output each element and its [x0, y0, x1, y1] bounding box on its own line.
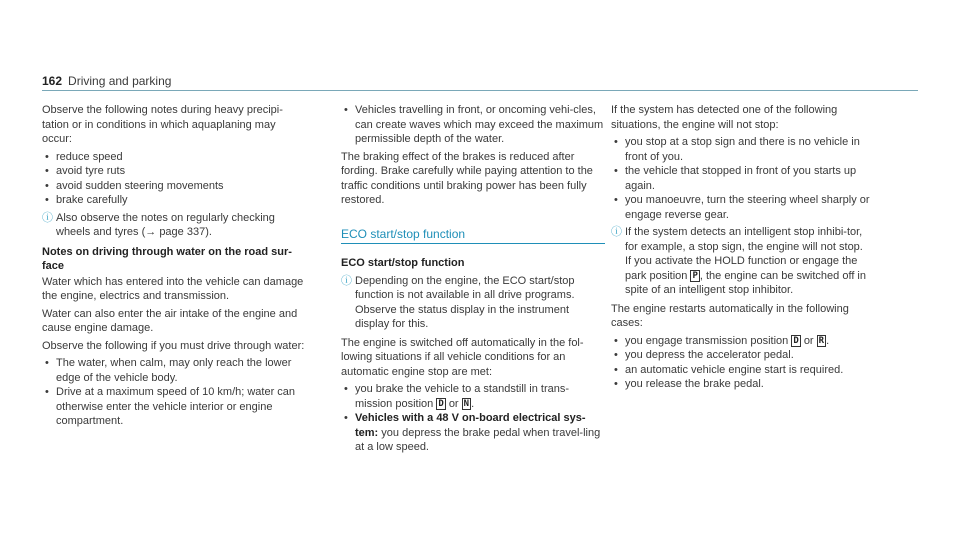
- note-text: Depending on the engine, the ECO start/stop function is not available in all drive programs. Observe the status display in the instrument display for this.: [355, 274, 575, 330]
- gear-n-icon: N: [463, 398, 470, 409]
- column-1: [42, 103, 306, 432]
- list-item: • Drive at a maximum speed of 10 km/h; water can otherwise enter the vehicle interior or engine compartment.: [42, 385, 306, 429]
- gear-r-icon: R: [818, 335, 825, 346]
- list-item: • you release the brake pedal.: [611, 377, 875, 392]
- list-item: • avoid tyre ruts: [42, 164, 306, 179]
- info-note-icon: ⓘ: [611, 226, 622, 238]
- list-item: • you manoeuvre, turn the steering wheel sharply or engage reverse gear.: [611, 193, 875, 222]
- engine-off-list: [341, 382, 605, 455]
- water-list: [42, 356, 306, 429]
- list-item: • you engage transmission position D or R .: [611, 334, 875, 349]
- header-divider: [42, 90, 918, 91]
- column-2: [341, 103, 605, 458]
- restart-list: [611, 334, 875, 392]
- intro-paragraph: Observe the following notes during heavy precipi-tation or in conditions in which aquaplaning may occur:: [42, 104, 283, 145]
- paragraph: The engine is switched off automatically in the fol-lowing situations if all vehicle conditions for an automatic engine stop are met:: [341, 336, 584, 378]
- no-stop-list: [611, 135, 875, 222]
- gear-d-icon: D: [793, 335, 799, 346]
- tyre-note: [42, 211, 306, 240]
- list-item: • you stop at a stop sign and there is no vehicle in front of you.: [611, 135, 875, 164]
- gear-d-icon: D: [438, 398, 444, 409]
- list-item: • Vehicles travelling in front, or oncoming vehi-cles, can create waves which may exceed the maximum permissible depth of the water.: [341, 103, 605, 147]
- stop-inhibitor-note: [611, 225, 875, 298]
- chapter-title: Driving and parking: [68, 74, 172, 88]
- info-note-icon: ⓘ: [42, 211, 53, 224]
- page-header: [42, 74, 171, 89]
- paragraph: Water which has entered into the vehicle can damage the engine, electrics and transmission.: [42, 275, 304, 302]
- list-item: • an automatic vehicle engine start is required.: [611, 363, 875, 378]
- gear-p-icon: P: [692, 270, 698, 281]
- column-3: [611, 103, 875, 395]
- list-item: • brake carefully: [42, 193, 306, 208]
- list-item: • you depress the accelerator pedal.: [611, 348, 875, 363]
- section-title: ECO start/stop function: [341, 227, 605, 245]
- list-item: • Vehicles with a 48 V on-board electrical sys-tem: you depress the brake pedal when travel-ling at a low speed.: [341, 411, 605, 455]
- list-item: • reduce speed: [42, 150, 306, 165]
- water-list-cont: [341, 103, 605, 147]
- eco-note: [341, 274, 605, 332]
- list-item: • avoid sudden steering movements: [42, 179, 306, 194]
- list-item: • the vehicle that stopped in front of you starts up again.: [611, 164, 875, 193]
- eco-heading: ECO start/stop function: [341, 257, 465, 269]
- precipitation-list: [42, 150, 306, 208]
- list-item: • The water, when calm, may only reach the lower edge of the vehicle body.: [42, 356, 306, 385]
- paragraph: If the system has detected one of the following situations, the engine will not stop:: [611, 104, 838, 131]
- note-text[interactable]: Also observe the notes on regularly checking wheels and tyres (→ page 337).: [56, 211, 275, 238]
- paragraph: Observe the following if you must drive through water:: [42, 339, 305, 352]
- paragraph: The engine restarts automatically in the following cases:: [611, 302, 849, 329]
- list-item: • you brake the vehicle to a standstill in trans-mission position D or N .: [341, 382, 605, 411]
- paragraph: Water can also enter the air intake of the engine and cause engine damage.: [42, 307, 298, 334]
- paragraph: The braking effect of the brakes is reduced after fording. Brake carefully while paying attention to the traffic conditions until braking power has been fully restored.: [341, 150, 593, 206]
- note-text: If you activate the HOLD function or engage the park position P , the engine can be switched off in spite of an intelligent stop inhibitor.: [625, 255, 866, 296]
- info-note-icon: ⓘ: [341, 274, 352, 287]
- page-number: 162: [42, 74, 63, 88]
- water-driving-heading: Notes on driving through water on the road sur-face: [42, 245, 292, 272]
- note-text: If the system detects an intelligent stop inhibi-tor, for example, a stop sign, the engine will not stop.: [625, 226, 863, 253]
